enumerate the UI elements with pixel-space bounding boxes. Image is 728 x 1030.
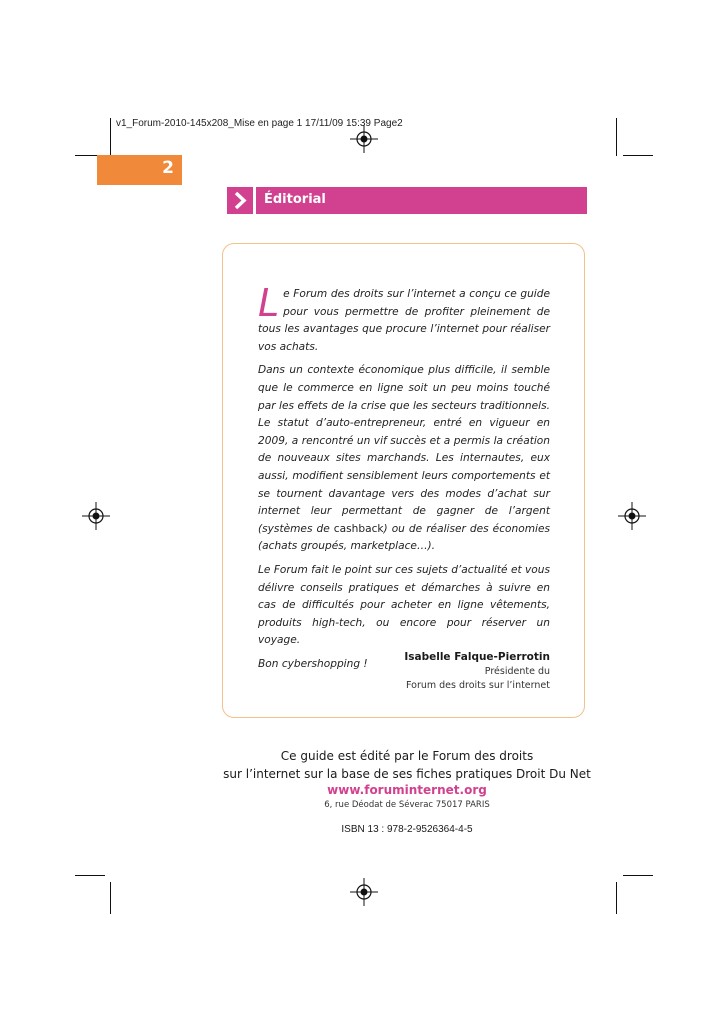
page-number-tab <box>97 155 182 185</box>
crop-mark <box>110 118 111 156</box>
section-heading-bar <box>256 187 587 214</box>
page-number: 2 <box>162 158 174 178</box>
editorial-paragraph <box>258 362 550 556</box>
paragraph-text: ) ou de réaliser des économies (achats groupés, marketplace…). <box>258 522 550 553</box>
editorial-paragraph <box>258 281 550 356</box>
print-slug-line: v1_Forum-2010-145x208_Mise en page 1 17/11/09 15:39 Page2 <box>116 118 403 129</box>
crop-mark <box>623 155 653 156</box>
editorial-body <box>258 281 550 679</box>
section-heading: Éditorial <box>264 192 326 207</box>
crop-mark <box>110 882 111 914</box>
publisher-line: sur l’internet sur la base de ses fiches pratiques Droit Du Net <box>223 767 591 781</box>
paragraph-term: cashback <box>333 522 384 535</box>
crop-mark <box>616 882 617 914</box>
registration-mark-icon <box>82 502 110 530</box>
paragraph-text: Dans un contexte économique plus difficile, il semble que le commerce en ligne soit un peu moins touché par les effets de la crise que les secteurs traditionnels. Le statut d’auto-entrepreneur, entré en vigueur en 2009, a rencontré un vif succès et a permis la création de nouveaux sites marchands. Les internautes, eux aussi, modifient sensiblement leurs comportements et se tournent davantage vers des modes d’achat sur internet leur permettant de gagner de l’argent (systèmes de <box>258 364 550 535</box>
paragraph-text: e Forum des droits sur l’internet a conçu ce guide pour vous permettre de profiter pleinement de tous les avantages que procure l’internet pour réaliser vos achats. <box>258 288 550 353</box>
postal-address: 6, rue Déodat de Séverac 75017 PARIS <box>324 800 490 810</box>
signature-organization: Forum des droits sur l’internet <box>406 680 550 691</box>
signature-name: Isabelle Falque-Pierrotin <box>404 651 550 663</box>
chevron-right-icon <box>227 187 253 214</box>
crop-mark <box>616 118 617 156</box>
signature-role: Présidente du <box>484 666 550 677</box>
crop-mark <box>75 875 105 876</box>
crop-mark <box>623 875 653 876</box>
editorial-paragraph <box>258 562 550 650</box>
registration-mark-icon <box>350 878 378 906</box>
paragraph-text: Bon cybershopping ! <box>258 657 368 670</box>
paragraph-text: Le Forum fait le point sur ces sujets d’actualité et vous délivre conseils pratiques et démarches à suivre en cas de difficultés pour acheter en ligne vêtements, produits high-tech, ou encore pour réserver un voyage. <box>258 563 550 647</box>
isbn: ISBN 13 : 978-2-9526364-4-5 <box>341 824 473 835</box>
website-link[interactable]: www.foruminternet.org <box>327 783 487 797</box>
registration-mark-icon <box>618 502 646 530</box>
registration-mark-icon <box>350 125 378 153</box>
publisher-line: Ce guide est édité par le Forum des droits <box>280 749 534 763</box>
drop-cap: L <box>258 281 280 325</box>
